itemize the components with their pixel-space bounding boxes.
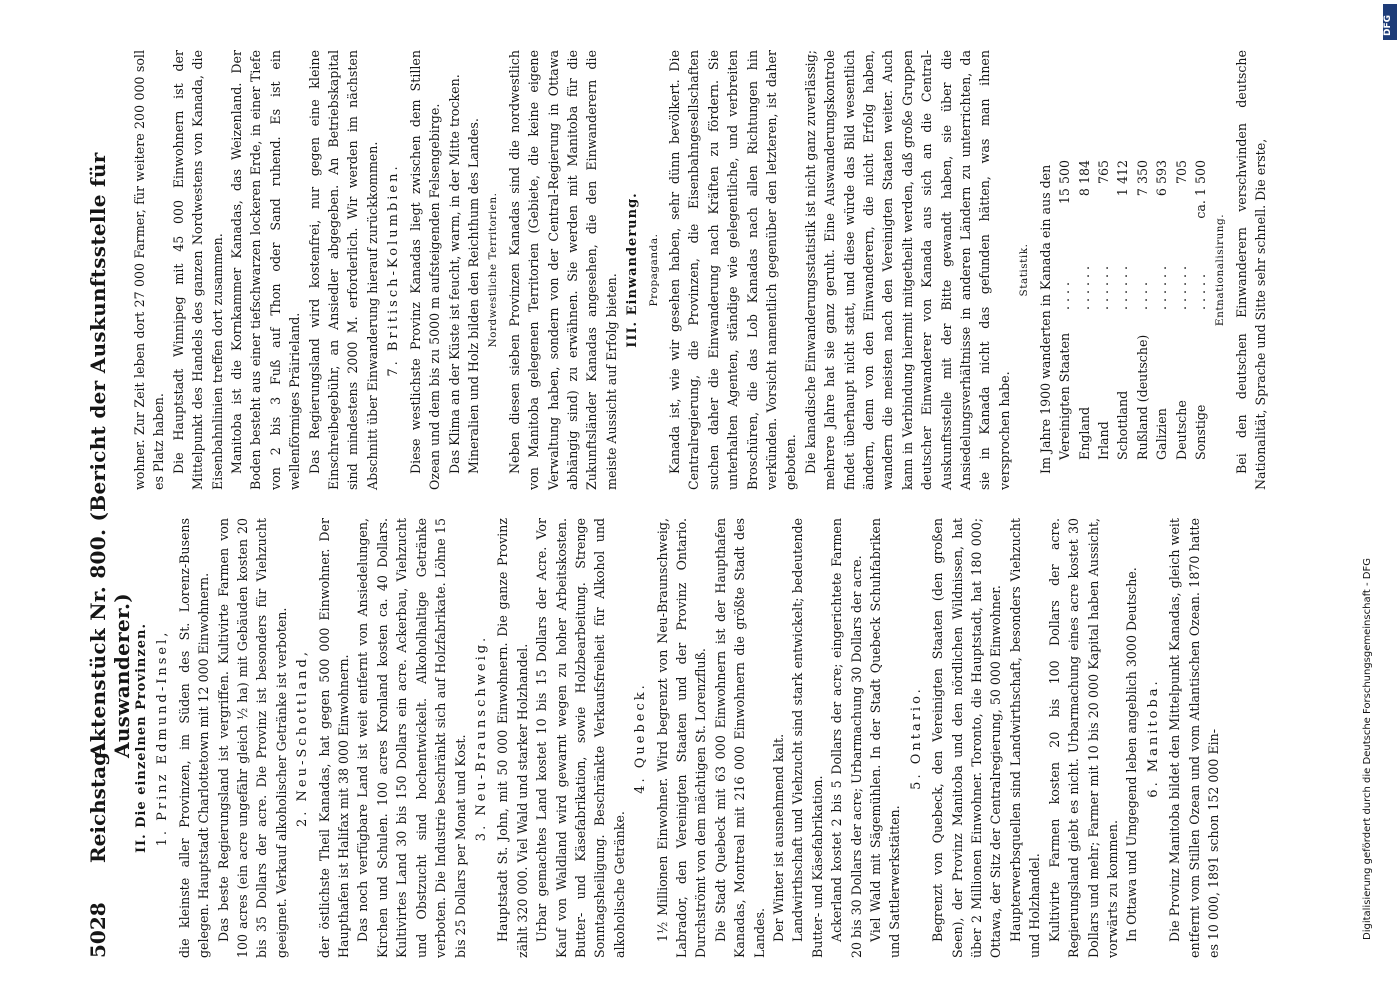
country-count: ca. 1 500 [1192, 160, 1208, 219]
paragraph: Die Stadt Quebeck mit 63 000 Einwohnern ist der Haupthafen Kanadas, Montreal mit 216 000 Einwohnern die größte Stadt des Landes. [712, 518, 767, 958]
country-name: Sonstige [1192, 404, 1208, 460]
paragraph: Neben diesen sieben Provinzen Kanadas sind die nordwestlich von Manitoba gelegenen Territorien (Gebiete, die keine eigene Verwaltung haben, sondern von der Central-Regierung in Ottawa abhängig sind) zu erwähnen. Sie werden mit Manitoba für die Zukunftsländer Kanadas angesehen, die den Einwanderern die meiste Aussicht auf Erfolg bieten. [506, 50, 619, 490]
statistics-table [1055, 50, 1210, 460]
minor-heading: Propaganda. [647, 233, 660, 307]
paragraph: Im Jahre 1900 wanderten in Kanada ein aus den [1037, 164, 1053, 474]
subsection-heading: 7. Britisch-Kolumbien. [386, 163, 402, 377]
paragraph: Der Winter ist ausnehmend kalt. [771, 733, 786, 942]
country-name: Galizien [1154, 408, 1170, 460]
right-column [130, 50, 1271, 490]
table-row: Sonstige . . . . . ca. 1 500 [1191, 160, 1210, 460]
section-heading: II. Die einzelnen Provinzen. [134, 622, 149, 854]
minor-heading: Nordwestliche Territorien. [487, 192, 500, 348]
paragraph: Hauptstadt St. John, mit 50 000 Einwohnern. Die ganze Provinz zählt 320 000. Viel Wald und starker Holzhandel. [495, 518, 530, 958]
subsection-heading: 2. Neu-Schottland, [295, 649, 311, 827]
paragraph: 1½ Millionen Einwohner. Wird begrenzt von Neu-Braunschweig, Labrador, den Vereinigten Staaten und der Provinz Ontario. Durchströmt von dem mächtigen St. Lorenzfluß. [654, 518, 709, 958]
paragraph: Manitoba ist die Kornkammer Kanadas, das Weizenland. Der Boden besteht aus einer tiefschwarzen lockeren Erde, in einer Tiefe von 2 bis 3 Fuß auf Thon oder Sand ruhend. Es ist ein wellenförmiges Präirieland. [229, 50, 303, 490]
paragraph: Kultivirte Farmen kosten 20 bis 100 Dollars der acre. Regierungsland giebt es nicht. Urbarmachung eines acre kostet 30 Dollars und mehr; Farmer mit 10 bis 20 000 Kapital haben Aussicht, vorwärts zu kommen. [1046, 518, 1120, 958]
paragraph: Kanada ist, wie wir gesehen haben, sehr dünn bevölkert. Die Centralregierung, die Provinzen, die Eisenbahngesellschaften suchen daher die Einwanderung nach Kräften zu fördern. Sie unterhalten Agenten, ständige wie gelegentliche, und verbreiten Broschüren, die das Lob Kanadas nach allen Richtungen hin verkünden. Vorsicht namentlich gegenüber den letzteren, ist daher geboten. [666, 50, 799, 490]
dfg-logo: DFG [1383, 4, 1397, 40]
minor-heading: Entnationalisirung. [1214, 213, 1227, 327]
rotated-page-content [78, 38, 1269, 958]
subsection-heading: 4. Quebeck. [633, 682, 649, 794]
paragraph: Bei den deutschen Einwanderern verschwinden deutsche Nationalität, Sprache und Sitte sehr schnell. Die erste, [1233, 50, 1269, 490]
paragraph: Landwirthschaft und Viehzucht sind stark entwickelt; bedeutende Butter- und Käsefabrikation. [790, 518, 825, 958]
paragraph: Das Klima an der Küste ist feucht, warm, in der Mitte trocken. [446, 74, 462, 474]
paragraph: wohner. Zur Zeit leben dort 27 000 Farmer, für weitere 200 000 soll es Platz haben. [132, 50, 167, 490]
paragraph: Mineralien und Holz bilden den Reichthum des Landes. [465, 118, 481, 474]
paragraph: Ackerland kostet 2 bis 5 Dollars der acre; eingerichtete Farmen 20 bis 30 Dollars der acre; Urbarmachung 30 Dollars der acre. [829, 518, 864, 958]
session-label: Reichstag. [86, 744, 110, 863]
country-count: 1 412 [1115, 160, 1131, 197]
table-row: England . . . . . . 8 184 [1075, 160, 1094, 460]
paragraph: Die Provinz Manitoba bildet den Mittelpunkt Kanadas, gleich weit entfernt vom Stillen Ozean und vom Atlantischen Ozean. 1870 hatte es 10 000, 1891 schon 152 000 Ein- [1167, 518, 1221, 958]
document-title: Aktenstück Nr. 800. (Bericht der Auskunftsstelle für Auswanderer.) [86, 152, 134, 758]
subsection-heading: 1. Prinz Edmund-Insel, [155, 629, 171, 847]
subsection-heading: 5. Ontario. [908, 686, 924, 790]
country-count: 6 593 [1154, 160, 1170, 197]
table-row: Galizien . . . . . . 6 593 [1152, 160, 1171, 460]
country-count: 15 500 [1057, 160, 1073, 205]
paragraph: Die kanadische Einwanderungsstatistik ist nicht ganz zuverlässig; mehrere Jahre hat sie ganz geruht. Eine Auswanderungskontrole findet überhaupt nicht statt, und diese würde das Bild wesentlich ändern, denn von den Einwanderern, die nicht Erfolg haben, wandern die meisten nach den Vereinigten Staaten weiter. Auch kann in Verbindung hiermit mitgetheilt werden, daß große Gruppen deutscher Einwanderer von Kanada aus sich an die Central-Auskunftsstelle mit der Bitte gewandt haben, sie über die Ansiedelungsverhältnisse in anderen Ländern zu unterrichten, da sie in Kanada nicht das gefunden hätten, was man ihnen versprochen habe. [802, 50, 1012, 490]
table-row: Irland . . . . . . 765 [1094, 160, 1113, 460]
paragraph: Das noch verfügbare Land ist weit entfernt von Ansiedelungen, Kirchen und Schulen. 100 acres Kronland kosten ca. 40 Dollars. Kultivirtes Land 30 bis 150 Dollars ein acre. Ackerbau, Viehzucht und Obstzucht sind hochentwickelt. Alkoholhaltige Getränke verboten. Die Industrie beschränkt sich auf Holzfabrikate. Löhne 15 bis 25 Dollars per Monat und Kost. [355, 518, 468, 958]
country-name: Irland [1095, 421, 1111, 460]
table-row: Rußland (deutsche) . . . . 7 350 [1133, 160, 1152, 460]
country-name: Deutsche [1173, 400, 1189, 460]
subsection-heading: 3. Neu-Braunschweig. [473, 634, 489, 842]
paragraph: der östlichste Theil Kanadas, hat gegen 500 000 Einwohner. Der Haupthafen ist Halifax mit 38 000 Einwohnern. [316, 518, 352, 958]
country-name: Schottland [1115, 390, 1131, 460]
paragraph: die kleinste aller Provinzen, im Süden des St. Lorenz-Busens gelegen. Hauptstadt Charlottetown mit 12 000 Einwohnern. [176, 518, 212, 958]
country-name: England [1076, 406, 1092, 460]
page-number: 5028 [86, 902, 110, 958]
country-name: Rußland (deutsche) [1134, 334, 1150, 460]
country-name: Vereinigten Staaten [1057, 332, 1073, 460]
section-heading: III. Einwanderung. [625, 192, 641, 348]
paragraph: Diese westlichste Provinz Kanadas liegt zwischen dem Stillen Ozean und dem bis zu 5000 m aufsteigenden Felsengebirge. [407, 50, 443, 490]
table-row: Schottland . . . . . . 1 412 [1113, 160, 1132, 460]
country-count: 7 350 [1134, 160, 1150, 197]
minor-heading: Statistik. [1018, 243, 1031, 297]
page-header [78, 38, 134, 958]
country-count: 765 [1095, 160, 1111, 185]
subsection-heading: 6. Manitoba. [1145, 678, 1161, 798]
paragraph: Begrenzt von Quebeck, den Vereinigten Staaten (den großen Seen), der Provinz Manitoba und den nördlichen Wildnissen, hat über 2 Millionen Einwohner. Toronto, die Hauptstadt, hat 180 000; Ottawa, der Sitz der Centralregierung, 50 000 Einwohner. [930, 518, 1004, 958]
digitization-note: Digitalisierung gefördert durch die Deutsche Forschungsgemeinschaft - DFG [1362, 557, 1373, 940]
paragraph: Haupterwerbsquellen sind Landwirthschaft, besonders Viehzucht und Holzhandel. [1007, 518, 1043, 958]
paragraph: Das Regierungsland wird kostenfrei, nur gegen eine kleine Einschreibegebühr, an Ansiedler abgegeben. An Betriebskapital sind mindestens 2000 M. erforderlich. Wir werden im nächsten Abschnitt über Einwanderung hierauf zurückkommen. [306, 50, 380, 490]
left-column [130, 518, 1223, 958]
paragraph: Viel Wald mit Sägemühlen. In der Stadt Quebeck Schuhfabriken und Sattlerwerkstätten. [868, 518, 903, 958]
table-row: Deutsche . . . . . . 705 [1172, 160, 1191, 460]
table-row: Vereinigten Staaten . . . . 15 500 [1055, 160, 1074, 460]
paragraph: Urbar gemachtes Land kostet 10 bis 15 Dollars der Acre. Vor Kauf von Waldland wird gewarnt wegen zu hoher Arbeitskosten. Butter- und Käsefabrikation, sowie Holzbearbeitung. Strenge Sonntagsheiligung. Beschränkte Verkaufsfreiheit für Alkohol und alkoholische Getränke. [534, 518, 627, 958]
paragraph: Das beste Regierungsland ist vergriffen. Kultivirte Farmen von 100 acres (ein acre ungefähr gleich ½ ha) mit Gebäuden kosten 20 bis 35 Dollars der acre. Die Provinz ist besonders für Viehzucht geeignet. Verkauf alkoholischer Getränke ist verboten. [215, 518, 289, 958]
paragraph: Die Hauptstadt Winnipeg mit 45 000 Einwohnern ist der Mittelpunkt des Handels des ganzen Nordwestens von Kanada, die Eisenbahnlinien treffen dort zusammen. [170, 50, 225, 490]
country-count: 8 184 [1076, 160, 1092, 197]
paragraph: In Ottawa und Umgegend leben angeblich 3000 Deutsche. [1124, 567, 1140, 942]
country-count: 705 [1173, 160, 1189, 185]
